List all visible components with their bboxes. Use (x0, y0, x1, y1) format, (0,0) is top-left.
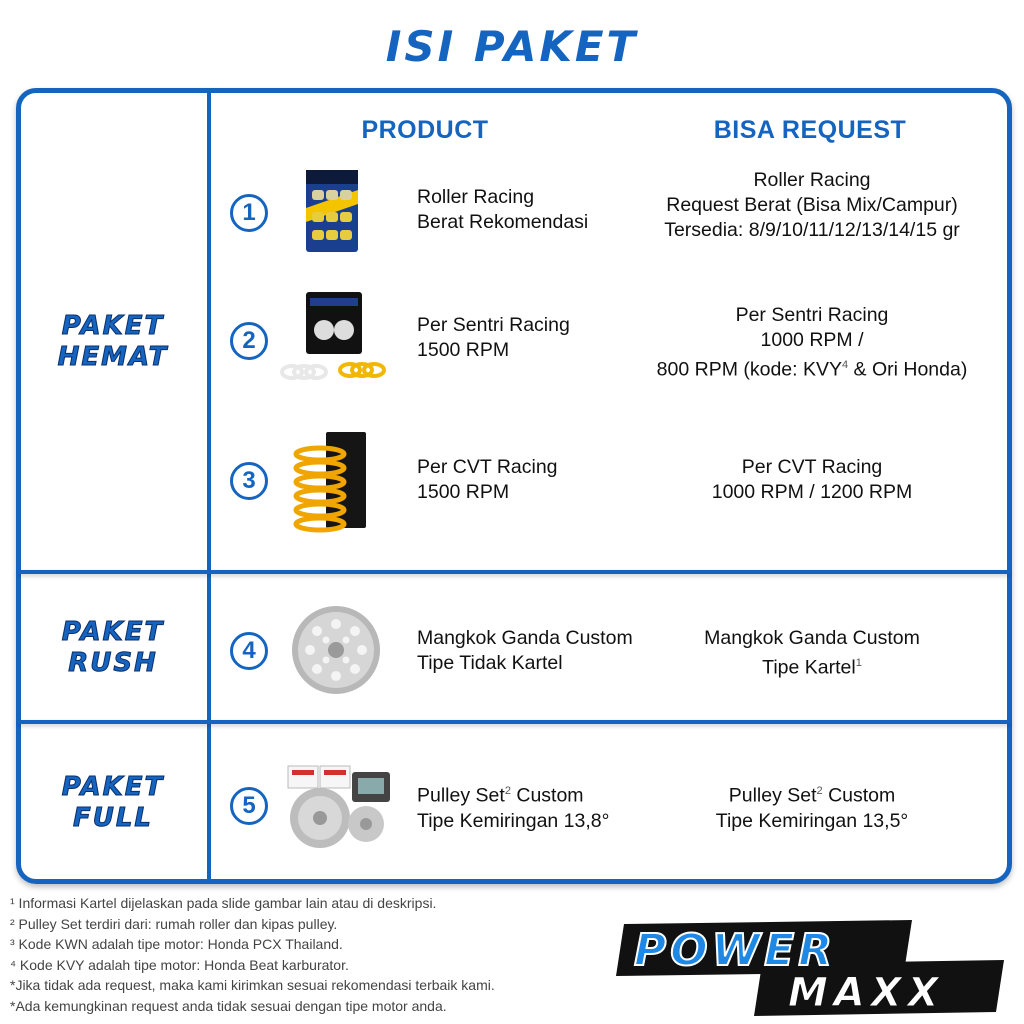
footnote: ² Pulley Set terdiri dari: rumah roller dan kipas pulley. (10, 915, 338, 932)
item-number-5: 5 (230, 787, 268, 825)
request-text-3: Per CVT Racing 1000 RPM / 1200 RPM (711, 456, 913, 503)
per-cvt-image (290, 430, 370, 539)
footnote: *Ada kemungkinan request anda tidak sesuai dengan tipe motor anda. (10, 997, 447, 1014)
page-title: ISI PAKET (385, 22, 639, 71)
product-text-5: Pulley Set$^2$ Custom Tipe Kemiringan 13,8° (417, 784, 610, 832)
mangkok-ganda-image (290, 604, 382, 701)
product-column-header: PRODUCT (361, 116, 489, 144)
row-divider-rush-full (18, 720, 1010, 724)
footnote: ³ Kode KWN adalah tipe motor: Honda PCX Thailand. (10, 936, 343, 952)
request-text-2: Per Sentri Racing 1000 RPM / 800 RPM (kode: KVY$^4$ & Ori Honda) (656, 304, 968, 381)
footnote: *Jika tidak ada request, maka kami kirimkan sesuai rekomendasi terbaik kami. (10, 977, 495, 993)
request-text-5: Pulley Set$^2$ Custom Tipe Kemiringan 13,5° (715, 784, 909, 832)
logo-word-maxx: MAXX (788, 970, 945, 1016)
request-text-1: Roller Racing Request Berat (Bisa Mix/Campur) Tersedia: 8/9/10/11/12/13/14/15 gr (664, 169, 960, 241)
item-number-2: 2 (230, 322, 268, 360)
paket-full-label: PAKET FULL (61, 772, 165, 833)
pulley-set-image (280, 762, 392, 857)
power-maxx-logo (612, 916, 1012, 1020)
footnote: ¹ Informasi Kartel dijelaskan pada slide gambar lain atau di deskripsi. (10, 895, 437, 911)
row-divider-hemat-rush (18, 570, 1010, 574)
request-column-header: BISA REQUEST (713, 116, 907, 144)
product-text-3: Per CVT Racing 1500 RPM (417, 456, 558, 503)
paket-rush-label: PAKET RUSH (61, 617, 165, 678)
paket-hemat-label: PAKET HEMAT (57, 311, 169, 372)
request-text-4: Mangkok Ganda Custom Tipe Kartel$^1$ (704, 627, 920, 679)
logo-word-power: POWER (634, 925, 837, 976)
per-sentri-image (276, 290, 394, 395)
product-text-1: Roller Racing Berat Rekomendasi (417, 186, 589, 233)
column-divider (207, 90, 211, 882)
item-number-4: 4 (230, 632, 268, 670)
product-text-4: Mangkok Ganda Custom Tipe Tidak Kartel (417, 627, 633, 674)
item-number-1: 1 (230, 194, 268, 232)
item-number-3: 3 (230, 462, 268, 500)
roller-racing-image (300, 168, 364, 259)
product-text-2: Per Sentri Racing 1500 RPM (417, 314, 570, 361)
footnote: ⁴ Kode KVY adalah tipe motor: Honda Beat karburator. (10, 956, 349, 973)
footnotes (10, 893, 495, 1016)
